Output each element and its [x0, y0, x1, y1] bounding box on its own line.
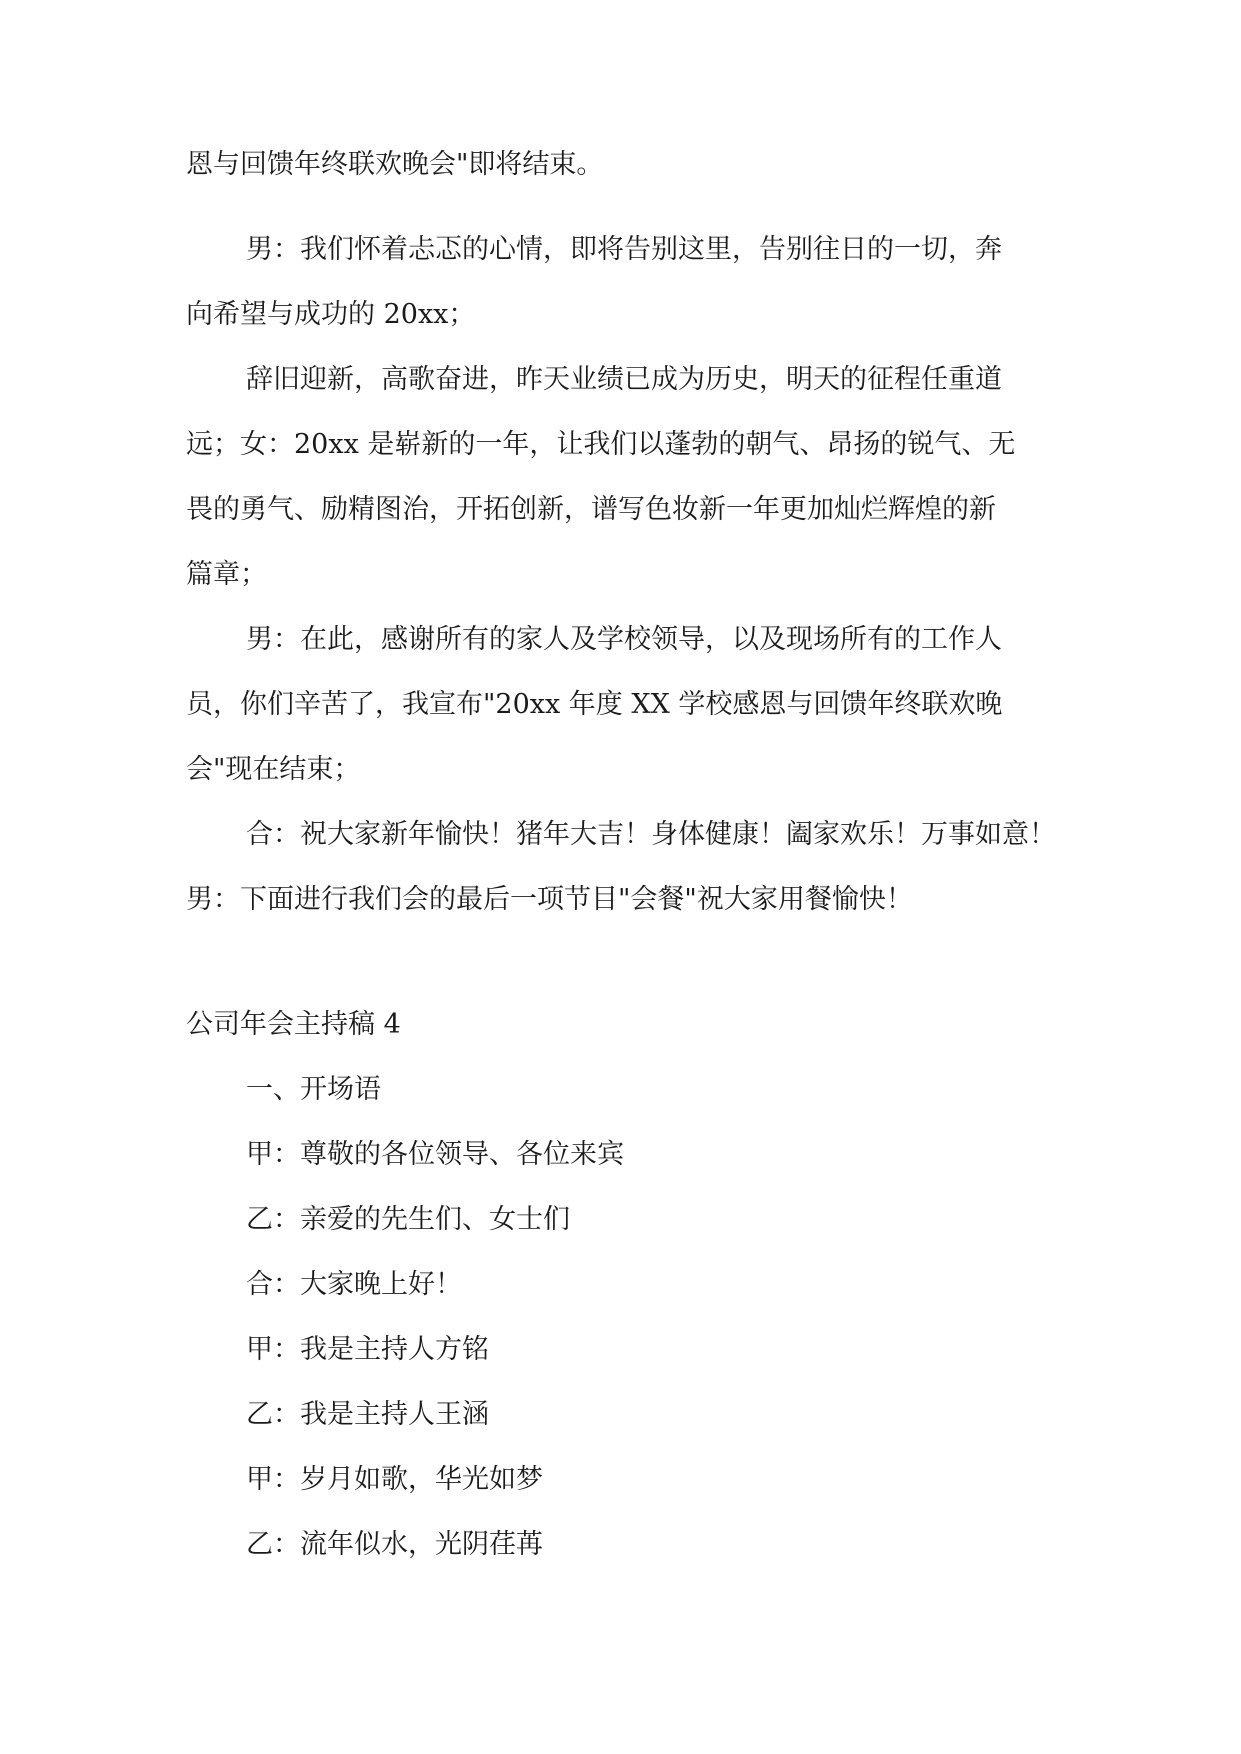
text-line: 会"现在结束； — [186, 754, 361, 785]
text-line: 乙：亲爱的先生们、女士们 — [246, 1204, 570, 1235]
text-line: 恩与回馈年终联欢晚会"即将结束。 — [186, 149, 604, 180]
text-line: 畏的勇气、励精图治，开拓创新，谱写色妆新一年更加灿烂辉煌的新 — [186, 494, 996, 525]
text-line: 合：祝大家新年愉快！猪年大吉！身体健康！阖家欢乐！万事如意！ — [246, 819, 1056, 850]
text-line: 篇章； — [186, 559, 267, 590]
text-line: 男：在此，感谢所有的家人及学校领导，以及现场所有的工作人 — [246, 624, 1002, 655]
section-heading: 公司年会主持稿 4 — [186, 1009, 401, 1040]
text-line: 远；女：20xx 是崭新的一年，让我们以蓬勃的朝气、昂扬的锐气、无 — [186, 429, 1016, 460]
text-line: 向希望与成功的 20xx； — [186, 299, 476, 330]
text-line: 甲：我是主持人方铭 — [246, 1334, 489, 1365]
text-line: 甲：岁月如歌，华光如梦 — [246, 1464, 543, 1495]
text-line: 员，你们辛苦了，我宣布"20xx 年度 XX 学校感恩与回馈年终联欢晚 — [186, 689, 1003, 720]
text-line: 一、开场语 — [246, 1074, 381, 1105]
text-line: 辞旧迎新，高歌奋进，昨天业绩已成为历史，明天的征程任重道 — [246, 364, 1002, 395]
text-line: 乙：流年似水，光阴荏苒 — [246, 1529, 543, 1560]
text-line: 甲：尊敬的各位领导、各位来宾 — [246, 1139, 624, 1170]
text-line: 乙：我是主持人王涵 — [246, 1399, 489, 1430]
text-line: 男：我们怀着忐忑的心情，即将告别这里，告别往日的一切，奔 — [246, 234, 1002, 265]
text-line: 合：大家晚上好！ — [246, 1269, 462, 1300]
text-line: 男：下面进行我们会的最后一项节目"会餐"祝大家用餐愉快！ — [186, 884, 913, 915]
